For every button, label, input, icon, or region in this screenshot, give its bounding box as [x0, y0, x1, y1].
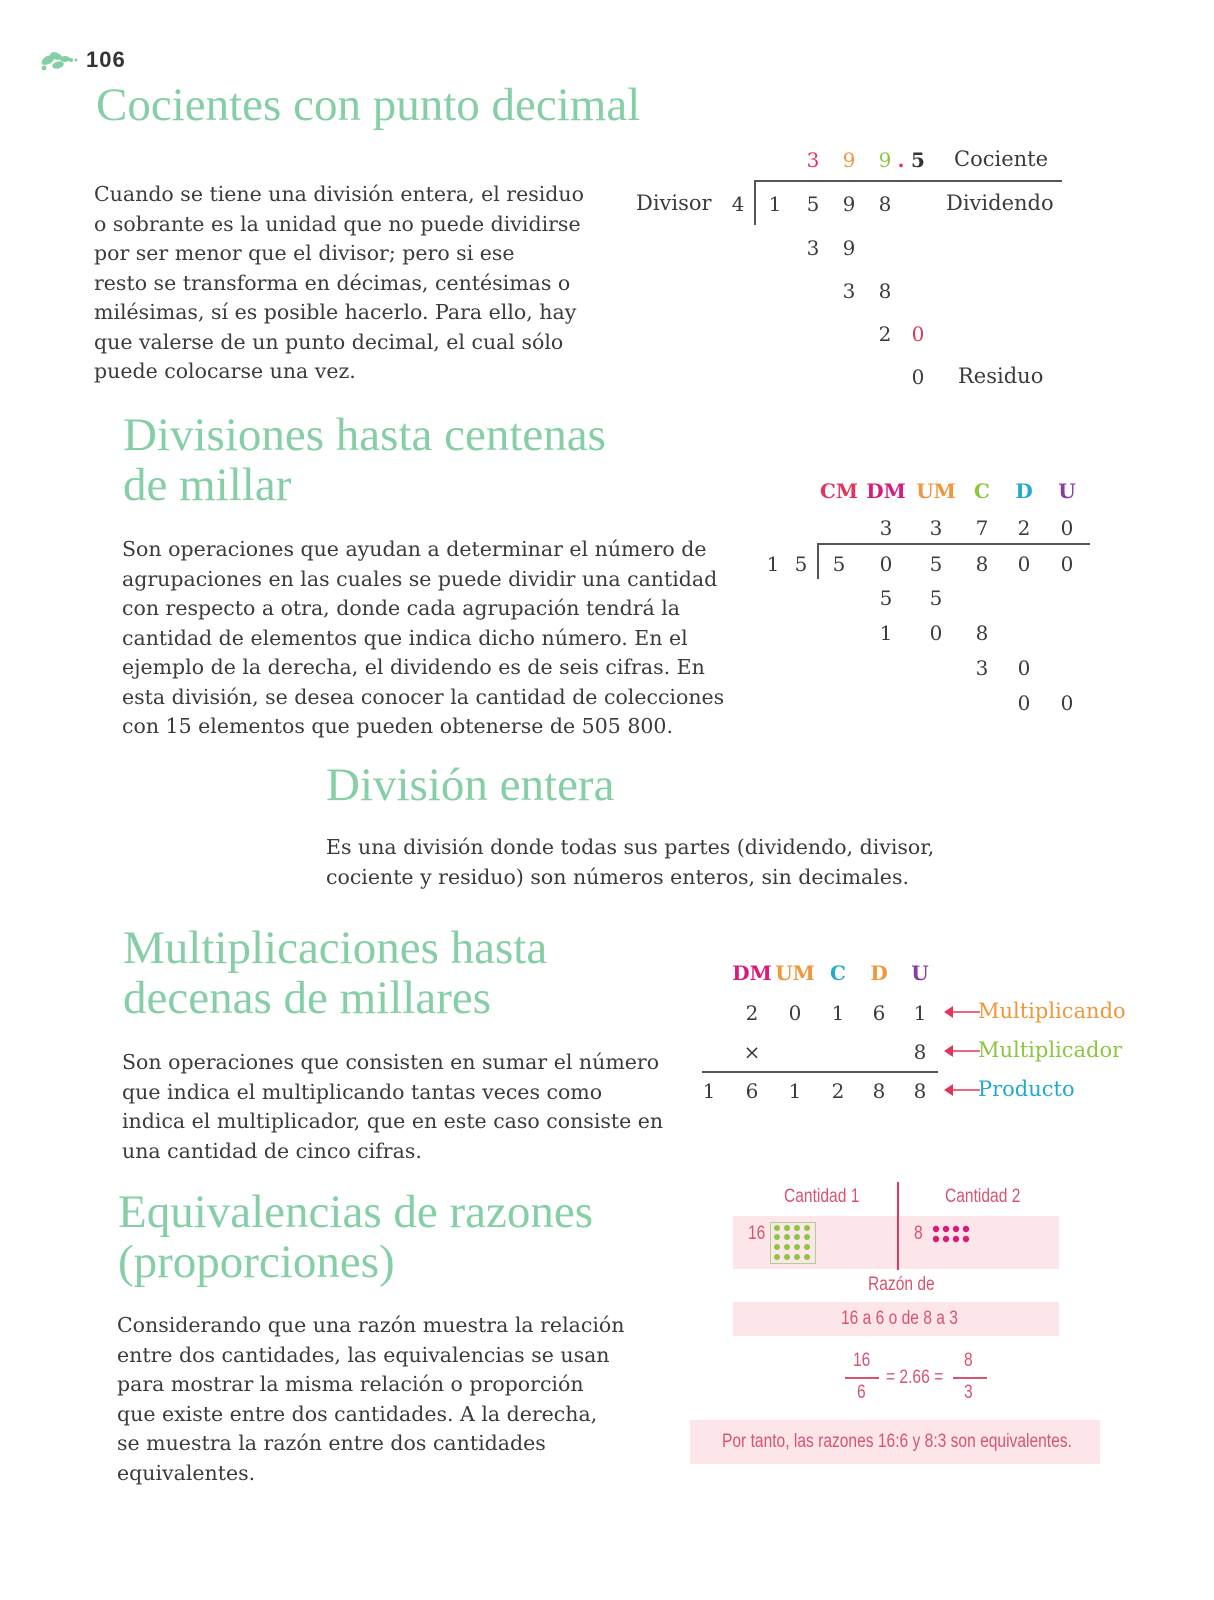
dividend-digit: 0 [1060, 552, 1074, 576]
divisor-label: Divisor [636, 191, 712, 215]
place-value-header: DM [866, 479, 906, 503]
paragraph-line: Considerando que una razón muestra la relación [117, 1313, 625, 1337]
remainder-label: Residuo [958, 364, 1044, 388]
section1-paragraph [94, 180, 614, 387]
fraction1-bar [845, 1377, 879, 1379]
paragraph-line: o sobrante es la unidad que no puede dividirse [94, 211, 581, 236]
paragraph-line: puede colocarse una vez. [94, 359, 356, 383]
fraction1-denominator: 6 [857, 1382, 866, 1403]
product-digit: 6 [745, 1079, 759, 1103]
dividend-digit: 0 [1017, 552, 1031, 576]
fraction2-denominator: 3 [964, 1382, 973, 1403]
division-bar-side [817, 543, 819, 579]
conclusion-text: Por tanto, las razones 16:6 y 8:3 son equivalentes. [722, 1431, 1072, 1452]
step-digit: 2 [878, 322, 892, 346]
step-digit: 0 [929, 621, 943, 645]
place-value-header: D [870, 961, 888, 985]
product-digit: 1 [702, 1079, 716, 1103]
equivalence-value: = 2.66 = [886, 1367, 944, 1388]
step-digit-added: 0 [911, 322, 925, 346]
title-line: decenas de millares [123, 972, 491, 1024]
quotient-label: Cociente [954, 147, 1049, 171]
title-line: de millar [123, 459, 292, 511]
section3-paragraph [326, 833, 966, 892]
section-title-equivalencias [118, 1187, 593, 1287]
place-value-header: U [911, 961, 929, 985]
multiplicand-digit: 0 [788, 1001, 802, 1025]
multiplicand-digit: 1 [913, 1001, 927, 1025]
times-sign: × [743, 1040, 761, 1064]
division-bar-top [754, 180, 1062, 182]
dividend-digit: 8 [878, 192, 892, 216]
product-label: Producto [978, 1077, 1075, 1101]
paragraph-line: con 15 elementos que pueden obtenerse de 505 800. [122, 714, 673, 738]
title-line: Divisiones hasta centenas [123, 409, 606, 461]
divisor-digit: 1 [766, 552, 780, 576]
section-title-cocientes: Cocientes con punto decimal [96, 79, 641, 131]
long-division [750, 475, 1100, 725]
dividend-digit: 5 [929, 552, 943, 576]
product-digit: 8 [913, 1079, 927, 1103]
paragraph-line: se muestra la razón entre dos cantidades [117, 1431, 546, 1455]
paragraph-line: con respecto a otra, donde cada agrupación tendrá la [122, 596, 681, 620]
divisor-digit: 5 [794, 552, 808, 576]
dividend-digit: 0 [879, 552, 893, 576]
step-digit: 3 [806, 236, 820, 260]
division-bar-top [817, 543, 1090, 545]
dot-grid-magenta [930, 1224, 976, 1250]
paragraph-line: resto se transforma en décimas, centésimas o [94, 270, 571, 295]
section4-paragraph [122, 1048, 682, 1166]
paragraph-line: equivalentes. [117, 1460, 256, 1485]
decimal-point: . [897, 148, 905, 172]
dividend-label: Dividendo [946, 191, 1054, 215]
page-number: 106 [86, 47, 126, 72]
paragraph-line: una cantidad de cinco cifras. [122, 1138, 422, 1163]
product-digit: 2 [831, 1079, 845, 1103]
arrow-left-icon [944, 1043, 980, 1063]
place-value-header: DM [732, 961, 772, 985]
quantity2-label: Cantidad 2 [945, 1186, 1021, 1207]
multiplicand-digit: 2 [745, 1001, 759, 1025]
quotient-digit: 3 [806, 148, 820, 172]
section-title-division-entera: División entera [326, 759, 615, 811]
place-value-header: C [830, 961, 846, 985]
place-value-header: U [1058, 479, 1076, 503]
title-line: Equivalencias de razones [118, 1186, 594, 1238]
dividend-digit: 9 [842, 192, 856, 216]
product-line [702, 1071, 938, 1073]
quotient-digit: 0 [1060, 516, 1074, 540]
paragraph-line: ejemplo de la derecha, el dividendo es de seis cifras. En [122, 655, 705, 679]
place-value-header: UM [775, 961, 815, 985]
ratio-text: 16 a 6 o de 8 a 3 [841, 1308, 958, 1329]
paragraph-line: Cuando se tiene una división entera, el residuo [94, 182, 584, 206]
fraction2-bar [953, 1377, 987, 1379]
step-digit: 1 [879, 621, 893, 645]
product-digit: 1 [788, 1079, 802, 1103]
division-bar-side [754, 180, 756, 225]
paragraph-line: Son operaciones que ayudan a determinar el número de [122, 537, 707, 561]
decimal-division [620, 140, 1080, 400]
place-value-header: C [974, 479, 990, 503]
dividend-digit: 8 [975, 552, 989, 576]
section-title-divisiones [123, 410, 606, 510]
multiplicand-digit: 1 [831, 1001, 845, 1025]
step-digit: 8 [975, 621, 989, 645]
arrow-left-icon [944, 1082, 980, 1102]
step-digit: 9 [842, 236, 856, 260]
place-value-header: D [1015, 479, 1033, 503]
dividend-digit: 5 [806, 192, 820, 216]
quantity1-value: 16 [748, 1223, 766, 1244]
multiplicand-digit: 6 [872, 1001, 886, 1025]
step-digit: 0 [1017, 691, 1031, 715]
quotient-digit: 5 [911, 148, 925, 172]
quotient-digit: 9 [878, 148, 892, 172]
dividend-digit: 1 [768, 192, 782, 216]
multiplicand-label: Multiplicando [978, 999, 1126, 1023]
step-digit: 8 [878, 279, 892, 303]
step-digit: 5 [879, 586, 893, 610]
fraction1-numerator: 16 [853, 1350, 871, 1371]
quantity1-label: Cantidad 1 [784, 1186, 860, 1207]
multiplication [690, 955, 1150, 1115]
place-value-header: UM [916, 479, 956, 503]
leaf-ornament-icon [38, 46, 80, 74]
arrow-left-icon [944, 1004, 980, 1024]
paragraph-line: para mostrar la misma relación o proporción [117, 1372, 584, 1396]
divisor-digit: 4 [731, 192, 745, 216]
quotient-digit: 9 [842, 148, 856, 172]
quotient-digit: 3 [929, 516, 943, 540]
paragraph-line: cantidad de elementos que indica dicho número. En el [122, 625, 688, 650]
fraction2-numerator: 8 [964, 1350, 973, 1371]
multiplier-label: Multiplicador [978, 1038, 1123, 1062]
paragraph-line: agrupaciones en las cuales se puede dividir una cantidad [122, 566, 718, 591]
column-divider [897, 1182, 899, 1270]
paragraph-line: por ser menor que el divisor; pero si ese [94, 241, 515, 265]
section2-paragraph [122, 535, 742, 742]
title-line: (proporciones) [118, 1236, 395, 1288]
remainder-digit: 0 [911, 365, 925, 389]
step-digit: 3 [975, 656, 989, 680]
paragraph-line: cociente y residuo) son números enteros, sin decimales. [326, 864, 909, 889]
step-digit: 0 [1017, 656, 1031, 680]
quotient-digit: 7 [975, 516, 989, 540]
paragraph-line: Son operaciones que consisten en sumar el número [122, 1050, 660, 1074]
paragraph-line: entre dos cantidades, las equivalencias se usan [117, 1342, 610, 1367]
title-line: Multiplicaciones hasta [123, 922, 548, 974]
place-value-header: CM [819, 479, 859, 503]
step-digit: 3 [842, 279, 856, 303]
dot-grid-green [770, 1222, 816, 1264]
quantity2-value: 8 [914, 1223, 923, 1244]
section5-paragraph [117, 1311, 677, 1488]
ratio-label: Razón de [868, 1274, 935, 1295]
magenta-dots-icon [930, 1224, 976, 1246]
paragraph-line: que valerse de un punto decimal, el cual sólo [94, 329, 564, 354]
paragraph-line: indica el multiplicador, que en este caso consiste en [122, 1109, 664, 1133]
step-digit: 0 [1060, 691, 1074, 715]
dividend-digit: 5 [832, 552, 846, 576]
ratio-diagram [690, 1180, 1110, 1480]
quotient-digit: 2 [1017, 516, 1031, 540]
quotient-digit: 3 [879, 516, 893, 540]
paragraph-line: Es una división donde todas sus partes (dividendo, divisor, [326, 835, 935, 859]
multiplier-digit: 8 [913, 1040, 927, 1064]
product-digit: 8 [872, 1079, 886, 1103]
paragraph-line: que indica el multiplicando tantas veces como [122, 1079, 603, 1104]
paragraph-line: esta división, se desea conocer la cantidad de colecciones [122, 684, 725, 709]
section-title-multiplicaciones [123, 923, 547, 1023]
paragraph-line: que existe entre dos cantidades. A la derecha, [117, 1401, 598, 1426]
paragraph-line: milésimas, sí es posible hacerlo. Para ello, hay [94, 300, 577, 324]
green-dots-icon [771, 1223, 815, 1263]
step-digit: 5 [929, 586, 943, 610]
